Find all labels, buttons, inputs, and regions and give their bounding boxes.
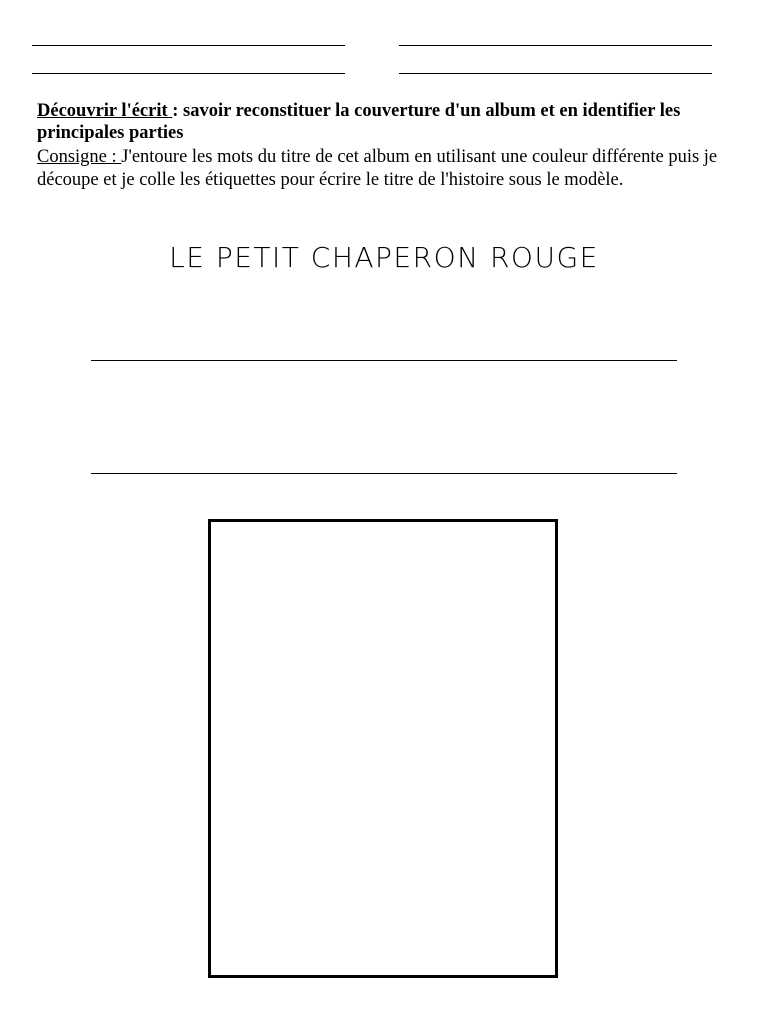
model-title: LE PETIT CHAPERON ROUGE bbox=[169, 241, 599, 274]
writing-line-2 bbox=[91, 473, 677, 474]
name-line-left-2 bbox=[32, 73, 345, 74]
name-line-right-2 bbox=[399, 73, 712, 74]
name-line-left-1 bbox=[32, 45, 345, 46]
album-cover-frame bbox=[208, 519, 558, 978]
exercise-heading bbox=[37, 100, 737, 144]
instruction-text: J'entoure les mots du titre de cet album en utilisant une couleur différente puis je découpe et je colle les étiquettes pour écrire le titre de l'histoire sous le modèle. bbox=[37, 147, 718, 190]
instruction-paragraph bbox=[37, 146, 737, 192]
instruction-label: Consigne : bbox=[37, 147, 122, 167]
heading-objective: : savoir reconstituer la couverture d'un album et en identifier les principales parties bbox=[37, 101, 681, 143]
name-line-right-1 bbox=[399, 45, 712, 46]
writing-line-1 bbox=[91, 360, 677, 361]
heading-label: Découvrir l'écrit bbox=[37, 101, 173, 121]
